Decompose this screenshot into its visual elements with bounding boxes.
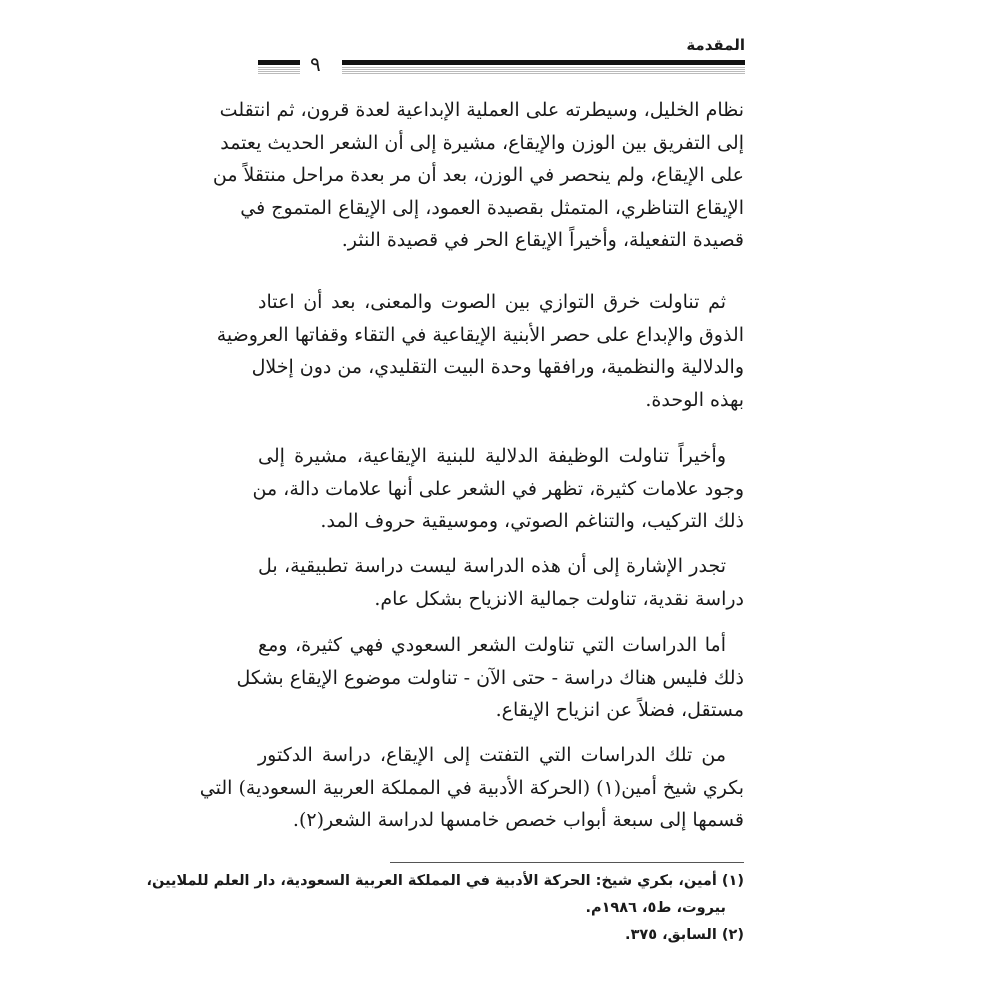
footnote-separator	[390, 862, 744, 863]
text-line: ذلك فليس هناك دراسة - حتى الآن - تناولت موضوع الإيقاع بشكل	[236, 666, 744, 689]
text-line: تجدر الإشارة إلى أن هذه الدراسة ليست دراسة تطبيقية، بل	[258, 555, 726, 577]
text-line: بكري شيخ أمين(١) (الحركة الأدبية في المملكة العربية السعودية) التي	[199, 776, 744, 799]
paragraph-1	[212, 94, 744, 257]
footnotes	[146, 868, 744, 949]
text-line: على الإيقاع، ولم ينحصر في الوزن، بعد أن مر بعدة مراحل منتقلاً من	[212, 164, 744, 186]
footnote-1-cont: بيروت، ط٥، ١٩٨٦م.	[585, 900, 726, 916]
text-line: دراسة نقدية، تناولت جمالية الانزياح بشكل عام.	[374, 587, 744, 610]
text-line: قصيدة التفعيلة، وأخيراً الإيقاع الحر في قصيدة النثر.	[341, 229, 744, 251]
text-line: إلى التفريق بين الوزن والإيقاع، مشيرة إلى أن الشعر الحديث يعتمد	[220, 131, 744, 154]
header-rule-shade	[342, 67, 745, 75]
header-rule-left	[258, 60, 300, 65]
text-line: أما الدراسات التي تناولت الشعر السعودي فهي كثيرة، ومع	[258, 634, 726, 656]
text-line: والدلالية والنظمية، ورافقها وحدة البيت التقليدي، من دون إخلال	[251, 356, 744, 378]
text-line: ثم تناولت خرق التوازي بين الصوت والمعنى، بعد أن اعتاد	[258, 291, 726, 313]
header-rule	[342, 60, 745, 65]
paragraph-4	[258, 550, 744, 615]
text-line: قسمها إلى سبعة أبواب خصص خامسها لدراسة الشعر(٢).	[292, 809, 744, 831]
running-header-title: المقدمة	[686, 36, 745, 54]
paragraph-5	[236, 629, 744, 727]
text-line: مستقل، فضلاً عن انزياح الإيقاع.	[495, 699, 744, 721]
paragraph-2	[216, 286, 744, 416]
text-line: بهذه الوحدة.	[645, 388, 744, 411]
footnote-1: (١) أمين، بكري شيخ: الحركة الأدبية في المملكة العربية السعودية، دار العلم للملايين،	[146, 873, 744, 889]
footnote-2: (٢) السابق، ٣٧٥.	[625, 927, 744, 943]
text-line: وأخيراً تناولت الوظيفة الدلالية للبنية الإيقاعية، مشيرة إلى	[258, 445, 726, 467]
paragraph-3	[252, 440, 744, 538]
paragraph-6	[199, 739, 744, 837]
text-line: الذوق والإبداع على حصر الأبنية الإيقاعية في التقاء وقفاتها العروضية	[216, 323, 744, 346]
text-line: من تلك الدراسات التي التفتت إلى الإيقاع، دراسة الدكتور	[258, 744, 726, 766]
header-rule-left-shade	[258, 67, 300, 75]
page-number: ٩	[310, 52, 321, 76]
text-line: الإيقاع التناظري، المتمثل بقصيدة العمود، إلى الإيقاع المتموج في	[240, 196, 744, 219]
text-line: نظام الخليل، وسيطرته على العملية الإبداعية لعدة قرون، ثم انتقلت	[219, 99, 744, 121]
text-line: ذلك التركيب، والتناغم الصوتي، وموسيقية حروف المد.	[320, 510, 744, 532]
text-line: وجود علامات كثيرة، تظهر في الشعر على أنها علامات دالة، من	[252, 477, 744, 500]
